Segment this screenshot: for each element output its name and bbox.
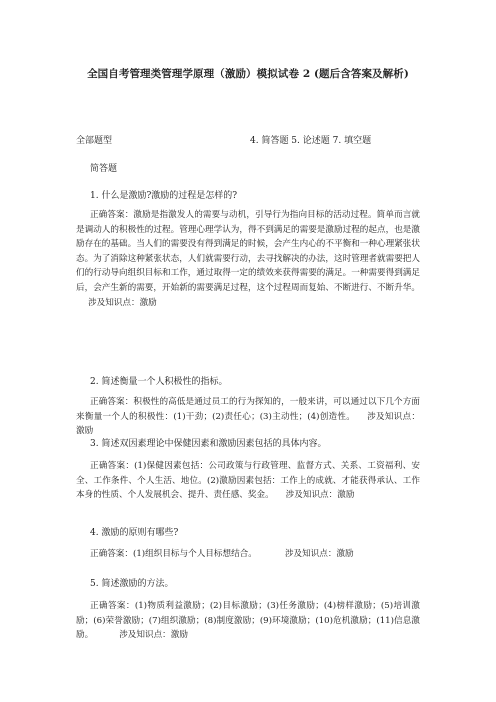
question-types-label: 全部题型 <box>76 136 113 146</box>
question-3: 3. 简述双因素理论中保健因素和激励因素包括的具体内容。 <box>90 439 327 449</box>
answer-4-knowledge-point: 涉及知识点：激励 <box>284 549 354 559</box>
answer-5 <box>76 599 420 643</box>
answer-3-knowledge-point: 涉及知识点：激励 <box>285 490 355 501</box>
answer-5-knowledge-point: 涉及知识点：激励 <box>119 630 188 641</box>
question-2: 2. 简述衡量一个人积极性的指标。 <box>90 377 228 387</box>
answer-1 <box>76 208 420 310</box>
section-title: 简答题 <box>90 164 118 174</box>
question-1: 1. 什么是激励?激励的过程是怎样的? <box>90 191 238 201</box>
answer-2-knowledge-point: 涉及知识点：激励 <box>76 411 420 437</box>
answer-5-text: 正确答案：(1)物质利益激励；(2)目标激励；(3)任务激励；(4)榜样激励；(5)培训激励；(6)荣誉激励；(7)组织激励；(8)制度激励；(9)环境激励；(10)危机激励；(11)信息激励。 <box>76 601 420 641</box>
answer-4-text: 正确答案：(1)组织目标与个人目标想结合。 <box>90 549 257 559</box>
answer-3 <box>76 459 420 503</box>
question-types-row <box>76 133 436 146</box>
answer-2 <box>76 395 420 439</box>
answer-2-text: 正确答案：积极性的高低是通过员工的行为探知的，一般来讲，可以通过以下几个方面来衡量一个人的积极性：(1)干劲；(2)责任心；(3)主动性；(4)创造性。 <box>76 397 420 422</box>
answer-1-knowledge-point: 涉及知识点：激励 <box>88 297 157 308</box>
answer-3-text: 正确答案：(1)保健因素包括：公司政策与行政管理、监督方式、关系、工资福利、安全、工作条件、个人生活、地位。(2)激励因素包括：工作上的成就、才能获得承认、工作本身的性质、个人发展机会、提升、责任感、奖金。 <box>76 461 420 501</box>
document-title: 全国自考管理类管理学原理（激励）模拟试卷 2 (题后含答案及解析) <box>87 68 409 80</box>
answer-1-text: 正确答案：激励是指激发人的需要与动机，引导行为指向目标的活动过程。简单而言就是调动人的积极性的过程。管理心理学认为，得不到满足的需要是激励过程的起点，也是激励存在的基础。当人们的需要没有得到满足的时候，会产生内心的不平衡和一种心理紧张状态。为了消除这种紧张状态，人们就需要行动，去寻找解决的办法，这时管理者就需要把人们的行动导向组织目标和工作，通过取得一定的绩效来获得需要的满足。一种需要得到满足后，会产生新的需要，开始新的需要满足过程，这个过程周而复始、不断进行、不断升华。 <box>76 210 420 293</box>
question-5: 5. 简述激励的方法。 <box>90 579 174 589</box>
answer-4 <box>76 547 420 562</box>
question-4: 4. 激励的原则有哪些? <box>90 528 179 538</box>
question-types-list: 4. 简答题 5. 论述题 7. 填空题 <box>250 136 372 146</box>
